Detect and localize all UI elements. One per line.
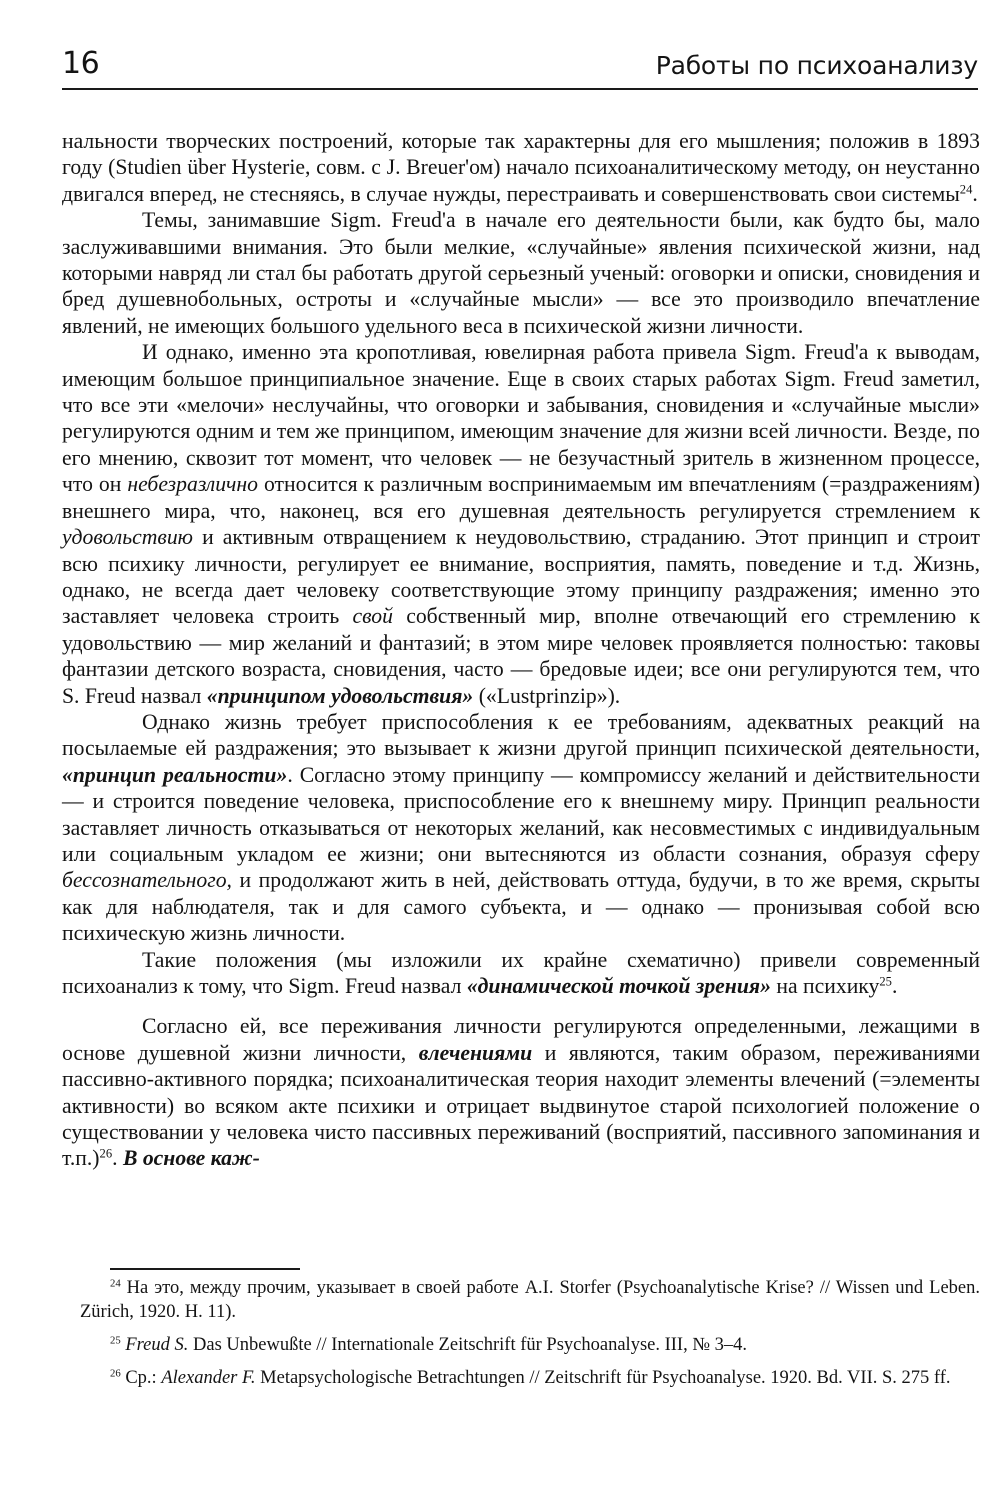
paragraph-1-text: нальности творческих построений, которые так характерны для его мышления; положив в 1893 году (Studien über Hysterie, совм. с J. Breuer'ом) начало психоаналитическому методу, он неустанно двигался вперед, не стесняясь, в случае нужды, перестраивать и совершенствовать свои системы [62,129,980,206]
paragraph-4-text-b: . Согласно этому принципу — компромиссу желаний и действительности — и строится поведение человека, приспособление его к внешнему миру. Принцип реальности заставляет личность отказываться от некоторых желаний, как несовместимых с индивидуальным или социальным укладом ее жизни; они вытесняются из области сознания, образуя сферу [62,762,980,866]
paragraph-6-text-a: Согласно ей, все переживания личности регулируются определенными, лежащими в основе душевной жизни личности, [62,1014,980,1065]
paragraph-3-text-a: И однако, именно эта кропотливая, ювелирная работа привела Sigm. Freud'а к выводам, имеющим большое принципиальное значение. Еще в своих старых работах Sigm. Freud заметил, что все эти «мелочи» неслучайны, что оговорки и забывания, сновидения и «случайные мысли» регулируются одним и тем же принципом, имеющим значение для жизни всей личности. Везде, по его мнению, сквозит тот момент, что человек — не безучастный зритель в жизненном процессе, что он [62,340,980,497]
footnote-26-author: Alexander F. [161,1368,256,1388]
footnote-24-number: 24 [110,1277,121,1290]
paragraph-5-end: . [891,974,898,998]
paragraph-3-text-e: («Lustprinzip»). [473,683,621,708]
footnote-25-text: Das Unbewußte // Internationale Zeitschrift für Psychoanalyse. III, № 3–4. [188,1335,747,1355]
footnote-25 [80,1333,980,1357]
paragraph-6-emphasis-2: В основе каж- [122,1146,260,1171]
paragraph-3-text-d: собственный мир, вполне отвечающий его стремлению к удовольствию — мир желаний и фантазий; в этом мире человек проявляется полностью: таковы фантазии детского возраста, сновидения, часто — бредовые идеи; все они регулируются тем, что S. Freud назвал [62,604,980,708]
paragraph-4-text-a: Однако жизнь требует приспособления к ее требованиям, адекватных реакций на посылаемые ей раздражения; это вызывает к жизни другой принцип психической деятельности, [62,709,980,761]
footnote-25-author: Freud S. [120,1335,189,1355]
paragraph-3-emphasis-3: свой [352,604,393,629]
footnote-26-prefix: Ср.: [120,1368,162,1388]
footnote-26 [80,1366,980,1390]
paragraph-3-emphasis-4: «принципом удовольствия» [206,683,474,708]
paragraph-3-emphasis-1: небезразлично [127,472,258,497]
footnote-26-text: Metapsychologische Betrachtungen // Zeitschrift für Psychoanalyse. 1920. Bd. VII. S. 275 ff. [255,1368,951,1388]
footnote-24 [80,1276,980,1324]
paragraph-6-text-c: . [112,1146,123,1171]
paragraph-5-emphasis: «динамической точкой зрения» [466,974,771,998]
paragraph-4 [62,709,980,947]
paragraph-4-emphasis-2: бессознательного, [62,868,232,893]
paragraph-2: Темы, занимавшие Sigm. Freud'а в начале его деятельности были, как будто бы, мало заслуживавшими внимания. Это были мелкие, «случайные» явления психической жизни, над которыми навряд ли стал бы работать другой серьезный ученый: оговорки и описки, сновидения и бред душевнобольных, остроты и «случайные мысли» — все это производило впечатление явлений, не имеющих большого удельного веса в психической жизни личности. [62,208,980,338]
footnote-26-number: 26 [110,1367,121,1380]
paragraph-5 [62,947,980,1000]
page-number: 16 [62,46,100,81]
main-text [62,128,980,1172]
paragraph-3-text-c: и активным отвращением к неудовольствию, страданию. Этот принцип и строит всю психику личности, регулирует ее внимание, восприятия, память, поведение и т.д. Жизнь, однако, не всегда дает человеку соответствующие этому принципу раздражения; именно это заставляет человека строить [62,525,980,629]
paragraph-5-text-a: Такие положения (мы изложили их крайне схематично) привели современный психоанализ к тому, что Sigm. Freud назвал [62,947,980,998]
paragraph-6-emphasis-1: влечениями [418,1040,533,1065]
footnote-24-text: На это, между прочим, указывает в своей работе A.I. Storfer (Psychoanalytische Krise? // Wissen und Leben. Zürich, 1920. H. 11). [80,1278,980,1322]
paragraph-4-text-c: и продолжают жить в ней, действовать оттуда, будучи, в то же время, скрыты как для наблюдателя, так и для самого субъекта, и — однако — пронизывая собой всю психическую жизнь личности. [62,868,980,946]
footnote-ref-26: 26 [99,1146,113,1161]
running-title: Работы по психоанализу [655,51,978,80]
paragraph-4-emphasis-1: «принцип реальности» [62,762,288,787]
paragraph-3-emphasis-2: удовольствию [62,525,193,550]
paragraph-3 [62,339,980,709]
running-header [62,44,978,90]
paragraph-1 [62,128,980,207]
paragraph-1-end: . [972,181,978,206]
footnote-ref-25: 25 [879,974,892,989]
footnotes [80,1276,980,1399]
footnote-25-number: 25 [110,1334,121,1347]
paragraph-6-text-b: и являются, таким образом, переживаниями пассивно-активного порядка; психоаналитическая теория находит элементы влечений (=элементы активности) во всяком акте психики и отрицает выдвинутое старой психологией положение о существовании у человека чисто пассивных переживаний (восприятий, пассивного запоминания и т.п.) [62,1040,980,1171]
paragraph-3-text-b: относится к различным воспринимаемым им впечатлениям (=раздражениям) внешнего мира, что, наконец, вся его душевная деятельность регулируется стремлением к [62,472,980,523]
footnote-ref-24: 24 [959,182,973,197]
footnote-divider [110,1268,300,1270]
paragraph-6 [62,1013,980,1171]
paragraph-5-text-b: на психику [770,974,880,998]
